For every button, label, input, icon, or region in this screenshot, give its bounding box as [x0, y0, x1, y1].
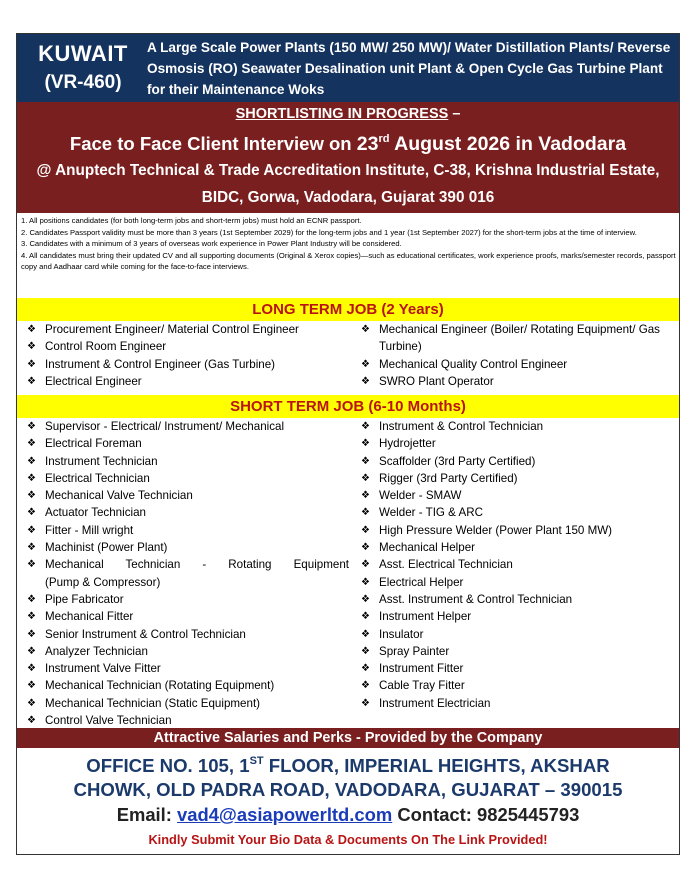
diamond-bullet-icon: ❖: [27, 663, 36, 675]
contact-label: Contact:: [392, 804, 478, 825]
job-advertisement: [16, 33, 680, 855]
list-item: ❖ Electrical Technician: [21, 470, 349, 487]
list-item: ❖ Senior Instrument & Control Technician: [21, 626, 349, 643]
list-item: ❖ Mechanical Helper: [355, 539, 677, 556]
diamond-bullet-icon: ❖: [27, 341, 36, 353]
list-item: ❖ Instrument & Control Technician: [355, 418, 677, 435]
note-item: 3. Candidates with a minimum of 3 years of overseas work experience in Power Plant Industry will be considered.: [21, 239, 402, 249]
list-item: ❖ Machinist (Power Plant): [21, 539, 349, 556]
long-term-list-right: [355, 321, 677, 390]
diamond-bullet-icon: ❖: [27, 472, 36, 484]
list-item-continuation: (Pump & Compressor): [45, 575, 161, 589]
diamond-bullet-icon: ❖: [361, 559, 370, 571]
diamond-bullet-icon: ❖: [27, 438, 36, 450]
diamond-bullet-icon: ❖: [361, 524, 370, 536]
list-item: ❖ Mechanical Fitter: [21, 608, 349, 625]
diamond-bullet-icon: ❖: [361, 663, 370, 675]
phone-number: 9825445793: [477, 804, 580, 825]
list-item: ❖ Instrument Valve Fitter: [21, 660, 349, 677]
diamond-bullet-icon: ❖: [27, 490, 36, 502]
diamond-bullet-icon: ❖: [27, 628, 36, 640]
diamond-bullet-icon: ❖: [361, 611, 370, 623]
list-item: ❖ Mechanical Technician - Rotating Equipment (Pump & Compressor): [21, 556, 349, 591]
submission-note: Kindly Submit Your Bio Data & Documents On The Link Provided!: [148, 832, 548, 847]
list-item: ❖ Fitter - Mill wright: [21, 522, 349, 539]
interview-banner: [17, 102, 679, 213]
short-term-list-left: [21, 418, 349, 729]
list-item: ❖ Instrument Technician: [21, 453, 349, 470]
list-item: ❖ High Pressure Welder (Power Plant 150 MW): [355, 522, 677, 539]
list-item: ❖ Cable Tray Fitter: [355, 677, 677, 694]
list-item: ❖ Supervisor - Electrical/ Instrument/ Mechanical: [21, 418, 349, 435]
diamond-bullet-icon: ❖: [361, 421, 370, 432]
list-item: ❖ Actuator Technician: [21, 504, 349, 521]
diamond-bullet-icon: ❖: [27, 715, 36, 727]
diamond-bullet-icon: ❖: [361, 542, 370, 554]
diamond-bullet-icon: ❖: [361, 438, 370, 450]
list-item: ❖ Instrument Electrician: [355, 695, 677, 712]
list-item: ❖ Pipe Fabricator: [21, 591, 349, 608]
interview-month-year: August 2026: [389, 133, 511, 155]
perks-banner: Attractive Salaries and Perks - Provided by the Company: [17, 728, 679, 748]
list-item: ❖ Mechanical Quality Control Engineer: [355, 356, 677, 373]
diamond-bullet-icon: ❖: [27, 524, 36, 536]
diamond-bullet-icon: ❖: [27, 593, 36, 605]
list-item: ❖ Welder - SMAW: [355, 487, 677, 504]
list-item: ❖ Scaffolder (3rd Party Certified): [355, 453, 677, 470]
header-banner: [17, 34, 679, 102]
diamond-bullet-icon: ❖: [361, 358, 370, 370]
email-link[interactable]: vad4@asiapowerltd.com: [177, 804, 393, 825]
office-address-line2: CHOWK, OLD PADRA ROAD, VADODARA, GUJARAT – 390015: [73, 779, 623, 800]
project-description: A Large Scale Power Plants (150 MW/ 250 MW)/ Water Distillation Plants/ Reverse Osmosis (RO) Seawater Desalination unit Plant & Open Cycle Gas Turbine Plant for their Maintenance Woks: [147, 40, 671, 97]
interview-city: in Vadodara: [510, 133, 627, 155]
diamond-bullet-icon: ❖: [361, 697, 370, 709]
list-item: ❖ Instrument Helper: [355, 608, 677, 625]
list-item: ❖ Electrical Foreman: [21, 435, 349, 452]
diamond-bullet-icon: ❖: [361, 324, 370, 335]
long-term-heading: LONG TERM JOB (2 Years): [17, 298, 679, 321]
diamond-bullet-icon: ❖: [27, 324, 36, 335]
interview-date-line: Face to Face Client Interview on 23rd August 2026 in Vadodara: [69, 133, 627, 155]
long-term-list-left: [21, 321, 349, 390]
list-item: ❖ Analyzer Technician: [21, 643, 349, 660]
country-label: KUWAIT: [38, 41, 128, 66]
diamond-bullet-icon: ❖: [27, 455, 36, 467]
interview-day-suffix: rd: [378, 133, 390, 145]
diamond-bullet-icon: ❖: [361, 490, 370, 502]
contact-line: [17, 802, 679, 828]
short-term-heading: SHORT TERM JOB (6-10 Months): [17, 395, 679, 418]
list-item: ❖ Hydrojetter: [355, 435, 677, 452]
list-item: ❖ Asst. Instrument & Control Technician: [355, 591, 677, 608]
diamond-bullet-icon: ❖: [361, 680, 370, 692]
note-item: 1. All positions candidates (for both long-term jobs and short-term jobs) must hold an ECNR passport.: [21, 216, 362, 225]
shortlisting-status: SHORTLISTING IN PROGRESS –: [235, 106, 461, 122]
vacancy-reference: (VR-460): [44, 72, 122, 93]
interview-venue: @ Anuptech Technical & Trade Accreditation Institute, C-38, Krishna Industrial Estate, BIDC, Gorwa, Vadodara, Gujarat 390 016: [36, 162, 660, 206]
list-item: ❖ Mechanical Technician (Static Equipment): [21, 695, 349, 712]
diamond-bullet-icon: ❖: [361, 628, 370, 640]
note-item: 2. Candidates Passport validity must be more than 3 years (1st September 2029) for the long-term jobs and 1 year (1st September 2027) for the short-term jobs at the time of interview.: [21, 227, 637, 237]
list-item: ❖ Rigger (3rd Party Certified): [355, 470, 677, 487]
list-item: ❖ Mechanical Valve Technician: [21, 487, 349, 504]
interview-day: 23: [356, 133, 379, 155]
list-item: ❖ Mechanical Technician (Rotating Equipment): [21, 677, 349, 694]
list-item: ❖ Mechanical Engineer (Boiler/ Rotating Equipment/ Gas Turbine): [361, 323, 660, 354]
list-item: ❖ SWRO Plant Operator: [355, 373, 677, 390]
note-item: 4. All candidates must bring their updated CV and all supporting documents (Original & Xerox copies)—such as educational certificates, work experience proofs, marks/semester records, passport copy and Aadhaar card while coming for the face-to-face interviews.: [21, 250, 676, 272]
office-address-line1: OFFICE NO. 105, 1ST FLOOR, IMPERIAL HEIGHTS, AKSHAR: [86, 755, 610, 776]
diamond-bullet-icon: ❖: [27, 645, 36, 657]
office-address: [17, 749, 679, 802]
diamond-bullet-icon: ❖: [27, 542, 36, 554]
diamond-bullet-icon: ❖: [27, 680, 36, 692]
eligibility-notes: [21, 215, 677, 273]
list-item: ❖ Procurement Engineer/ Material Control Engineer: [21, 321, 349, 338]
list-item: ❖ Welder - TIG & ARC: [355, 504, 677, 521]
diamond-bullet-icon: ❖: [361, 593, 370, 605]
list-item: ❖ Instrument & Control Engineer (Gas Turbine): [21, 356, 349, 373]
list-item: ❖ Insulator: [355, 626, 677, 643]
list-item: ❖ Electrical Engineer: [21, 373, 349, 390]
diamond-bullet-icon: ❖: [361, 645, 370, 657]
email-label: Email:: [116, 804, 178, 825]
diamond-bullet-icon: ❖: [361, 507, 370, 519]
diamond-bullet-icon: ❖: [27, 358, 36, 370]
diamond-bullet-icon: ❖: [361, 472, 370, 484]
list-item: ❖ Spray Painter: [355, 643, 677, 660]
diamond-bullet-icon: ❖: [27, 507, 36, 519]
location-block: [19, 34, 147, 102]
list-item: ❖ Control Valve Technician: [21, 712, 349, 729]
diamond-bullet-icon: ❖: [361, 375, 370, 387]
diamond-bullet-icon: ❖: [27, 697, 36, 709]
diamond-bullet-icon: ❖: [27, 559, 36, 571]
list-item: ❖ Asst. Electrical Technician: [355, 556, 677, 573]
list-item: ❖ Instrument Fitter: [355, 660, 677, 677]
short-term-list-right: [355, 418, 677, 712]
list-item: ❖ Electrical Helper: [355, 574, 677, 591]
diamond-bullet-icon: ❖: [27, 375, 36, 387]
diamond-bullet-icon: ❖: [27, 611, 36, 623]
diamond-bullet-icon: ❖: [361, 455, 370, 467]
diamond-bullet-icon: ❖: [361, 576, 370, 588]
diamond-bullet-icon: ❖: [27, 421, 36, 432]
list-item: ❖ Control Room Engineer: [21, 338, 349, 355]
